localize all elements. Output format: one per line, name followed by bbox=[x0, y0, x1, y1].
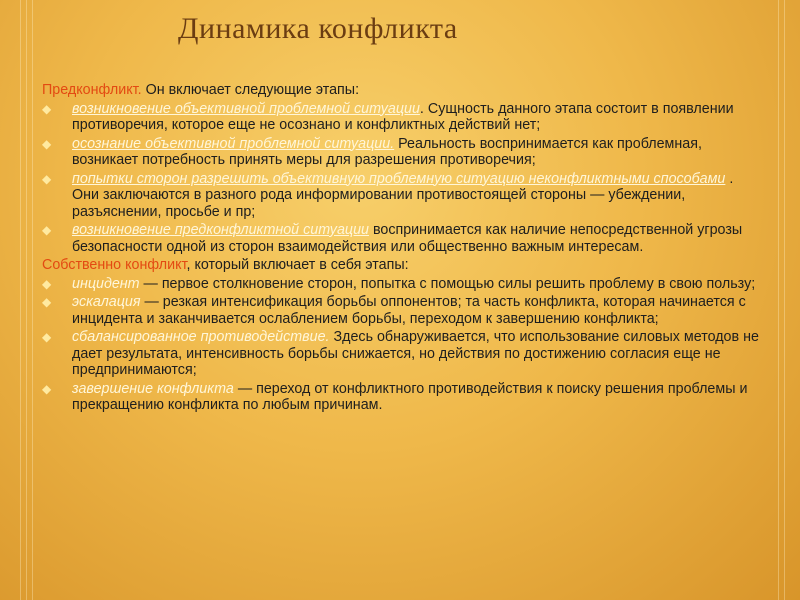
decor-line bbox=[784, 0, 785, 600]
section-conflict-heading bbox=[42, 257, 762, 274]
stage-term-link[interactable]: попытки сторон разрешить объективную проблемную ситуацию неконфликтными способами bbox=[72, 170, 726, 187]
stage-description: Реальность воспринимается как проблемная, возникает потребность принять меры для разрешения противоречия; bbox=[72, 135, 702, 168]
conflict-stage-list bbox=[42, 276, 762, 414]
diamond-bullet-icon: ◆ bbox=[42, 101, 52, 116]
decor-line bbox=[778, 0, 779, 600]
stage-description: . Они заключаются в разного рода информировании противостоящей стороны — убеждении, разъяснении, просьбе и пр; bbox=[72, 170, 734, 220]
diamond-bullet-icon: ◆ bbox=[42, 223, 52, 237]
decor-line bbox=[26, 0, 27, 600]
diamond-bullet-icon: ◆ bbox=[42, 276, 52, 291]
list-item bbox=[42, 222, 762, 255]
slide-content bbox=[42, 82, 762, 416]
section-preconflict-heading bbox=[42, 82, 762, 99]
section-preconflict-highlight: Предконфликт. bbox=[42, 82, 142, 98]
stage-description: — резкая интенсификация борьбы оппонентов; та часть конфликта, которая начинается с инцидента и заканчивается ослаблением борьбы, переходом к завершению конфликта; bbox=[72, 294, 746, 327]
stage-term-link[interactable]: осознание объективной проблемной ситуации. bbox=[72, 135, 395, 152]
stage-term: сбалансированное противодействие. bbox=[72, 329, 330, 345]
list-item bbox=[42, 101, 762, 134]
stage-term: инцидент bbox=[72, 275, 140, 292]
stage-term: эскалация bbox=[72, 294, 141, 310]
section-conflict-highlight: Собственно конфликт bbox=[42, 257, 187, 273]
list-item bbox=[42, 276, 762, 293]
preconflict-stage-list bbox=[42, 101, 762, 256]
list-item bbox=[42, 381, 762, 414]
decor-line bbox=[20, 0, 21, 600]
stage-description: воспринимается как наличие непосредственной угрозы безопасности одной из сторон взаимодействия или общественно важным интересам. bbox=[72, 222, 743, 255]
section-preconflict-rest: Он включает следующие этапы: bbox=[141, 82, 360, 98]
list-item bbox=[42, 136, 762, 169]
stage-description: — первое столкновение сторон, попытка с помощью силы решить проблему в свою пользу; bbox=[139, 275, 756, 292]
stage-description: — переход от конфликтного противодействия к поиску решения проблемы и прекращению конфликта по любым причинам. bbox=[72, 380, 748, 413]
list-item bbox=[42, 329, 762, 379]
stage-description: Здесь обнаруживается, что использование силовых методов не дает результата, интенсивность борьбы снижается, но действия по достижению согласия еще не предпринимаются; bbox=[72, 329, 759, 378]
stage-term-link[interactable]: возникновение предконфликтной ситуации bbox=[72, 222, 369, 238]
diamond-bullet-icon: ◆ bbox=[42, 171, 52, 186]
slide-title: Динамика конфликта bbox=[178, 12, 458, 45]
list-item bbox=[42, 171, 762, 221]
decor-line bbox=[32, 0, 33, 600]
stage-term: завершение конфликта bbox=[72, 380, 234, 397]
diamond-bullet-icon: ◆ bbox=[42, 330, 52, 344]
stage-description: . Сущность данного этапа состоит в появлении противоречия, которое еще не осознано и конфликтных действий нет; bbox=[72, 100, 734, 133]
diamond-bullet-icon: ◆ bbox=[42, 381, 52, 396]
diamond-bullet-icon: ◆ bbox=[42, 295, 52, 309]
stage-term-link[interactable]: возникновение объективной проблемной ситуации bbox=[72, 100, 420, 117]
section-conflict-rest: , который включает в себя этапы: bbox=[186, 257, 409, 273]
list-item bbox=[42, 294, 762, 327]
diamond-bullet-icon: ◆ bbox=[42, 136, 52, 151]
